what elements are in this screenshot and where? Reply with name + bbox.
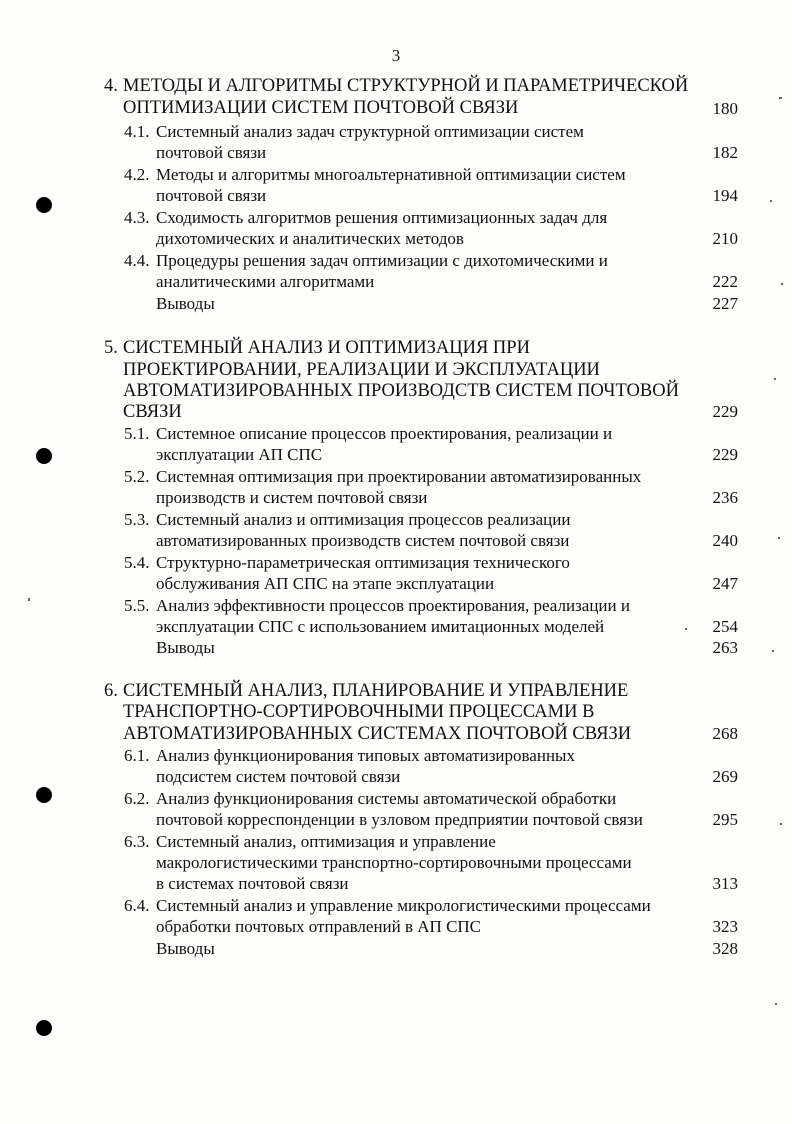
section-page: 229 [712, 445, 738, 464]
page-number: 3 [391, 46, 401, 65]
section-number: 4.2. [124, 165, 150, 184]
chapter-title-line: ОПТИМИЗАЦИИ СИСТЕМ ПОЧТОВОЙ СВЯЗИ [123, 98, 519, 118]
section-title-line: обработки почтовых отправлений в АП СПС [156, 917, 482, 936]
chapter-title-line: СИСТЕМНЫЙ АНАЛИЗ, ПЛАНИРОВАНИЕ И УПРАВЛЕНИЕ [123, 681, 629, 701]
section-page: 328 [712, 939, 738, 958]
scan-speck [772, 650, 774, 652]
conclusions-label: Выводы [156, 638, 215, 657]
section-number: 4.1. [124, 122, 150, 141]
section-title-line: Системное описание процессов проектирования, реализации и [156, 424, 613, 443]
punch-hole [36, 197, 52, 213]
section-page: 323 [712, 917, 738, 936]
scan-speck [778, 537, 780, 539]
chapter-page: 229 [712, 402, 738, 421]
scan-speck [774, 378, 776, 380]
section-page: 263 [712, 638, 738, 657]
section-title-line: Анализ функционирования системы автоматической обработки [156, 789, 617, 808]
section-page: 194 [712, 186, 738, 205]
section-title-line: в системах почтовой связи [156, 874, 349, 893]
section-title-line: подсистем систем почтовой связи [156, 767, 401, 786]
section-title-line: эксплуатации СПС с использованием имитационных моделей [156, 617, 605, 636]
section-page: 269 [712, 767, 738, 786]
section-number: 6.3. [124, 832, 150, 851]
chapter-title-line: СВЯЗИ [123, 402, 182, 422]
conclusions-label: Выводы [156, 294, 215, 313]
section-title-line: Системный анализ и управление микрологистическими процессами [156, 896, 651, 915]
section-title-line: обслуживания АП СПС на этапе эксплуатации [156, 574, 495, 593]
chapter-title-line: ТРАНСПОРТНО-СОРТИРОВОЧНЫМИ ПРОЦЕССАМИ В [123, 702, 595, 722]
chapter-title-line: АВТОМАТИЗИРОВАННЫХ ПРОИЗВОДСТВ СИСТЕМ ПОЧТОВОЙ [123, 381, 679, 401]
section-page: 222 [712, 272, 738, 291]
section-title-line: Анализ эффективности процессов проектирования, реализации и [156, 596, 630, 615]
chapter-title-line: СИСТЕМНЫЙ АНАЛИЗ И ОПТИМИЗАЦИЯ ПРИ [123, 338, 530, 358]
section-title-line: Системный анализ и оптимизация процессов реализации [156, 510, 571, 529]
section-page: 313 [712, 874, 738, 893]
section-title-line: Системный анализ задач структурной оптимизации систем [156, 122, 584, 141]
section-title-line: Структурно-параметрическая оптимизация технического [156, 553, 570, 572]
chapter-title-line: МЕТОДЫ И АЛГОРИТМЫ СТРУКТУРНОЙ И ПАРАМЕТРИЧЕСКОЙ [123, 76, 689, 96]
section-title-line: аналитическими алгоритмами [156, 272, 375, 291]
section-title-line: почтовой связи [156, 186, 267, 205]
section-page: 295 [712, 810, 738, 829]
section-title-line: Системный анализ, оптимизация и управление [156, 832, 496, 851]
section-number: 6.2. [124, 789, 150, 808]
chapter-page: 268 [712, 724, 738, 743]
section-number: 5.1. [124, 424, 150, 443]
section-number: 5.3. [124, 510, 150, 529]
punch-hole [36, 1020, 52, 1036]
section-page: 182 [712, 143, 738, 162]
section-page: 240 [712, 531, 738, 550]
chapter-page: 180 [712, 99, 738, 118]
section-page: 227 [712, 294, 738, 313]
scan-speck [780, 823, 782, 825]
section-title-line: эксплуатации АП СПС [156, 445, 323, 464]
punch-hole [36, 787, 52, 803]
section-title-line: производств и систем почтовой связи [156, 488, 428, 507]
scan-speck [28, 598, 30, 601]
section-title-line: макрологистическими транспортно-сортировочными процессами [156, 853, 632, 872]
chapter-title-line: ПРОЕКТИРОВАНИИ, РЕАЛИЗАЦИИ И ЭКСПЛУАТАЦИИ [123, 360, 600, 380]
section-title-line: автоматизированных производств систем почтовой связи [156, 531, 570, 550]
scan-speck [779, 97, 782, 99]
section-title-line: дихотомических и аналитических методов [156, 229, 464, 248]
punch-hole [36, 448, 52, 464]
section-title-line: Сходимость алгоритмов решения оптимизационных задач для [156, 208, 608, 227]
section-page: 210 [712, 229, 738, 248]
scan-speck [770, 200, 772, 202]
chapter-number: 5. [104, 338, 118, 358]
section-number: 4.4. [124, 251, 150, 270]
section-page: 236 [712, 488, 738, 507]
section-page: 254 [712, 617, 738, 636]
scan-speck [685, 628, 687, 630]
section-number: 5.2. [124, 467, 150, 486]
section-number: 5.5. [124, 596, 150, 615]
scan-speck [781, 283, 783, 285]
section-title-line: почтовой корреспонденции в узловом предприятии почтовой связи [156, 810, 643, 829]
section-number: 6.4. [124, 896, 150, 915]
scan-speck [775, 1003, 777, 1005]
chapter-title-line: АВТОМАТИЗИРОВАННЫХ СИСТЕМАХ ПОЧТОВОЙ СВЯЗИ [123, 724, 632, 744]
section-number: 6.1. [124, 746, 150, 765]
section-title-line: Методы и алгоритмы многоальтернативной оптимизации систем [156, 165, 626, 184]
section-title-line: почтовой связи [156, 143, 267, 162]
conclusions-label: Выводы [156, 939, 215, 958]
section-page: 247 [712, 574, 738, 593]
section-title-line: Анализ функционирования типовых автоматизированных [156, 746, 575, 765]
chapter-number: 6. [104, 681, 118, 701]
section-title-line: Процедуры решения задач оптимизации с дихотомическими и [156, 251, 608, 270]
section-number: 4.3. [124, 208, 150, 227]
section-number: 5.4. [124, 553, 150, 572]
section-title-line: Системная оптимизация при проектировании автоматизированных [156, 467, 642, 486]
chapter-number: 4. [104, 76, 118, 96]
